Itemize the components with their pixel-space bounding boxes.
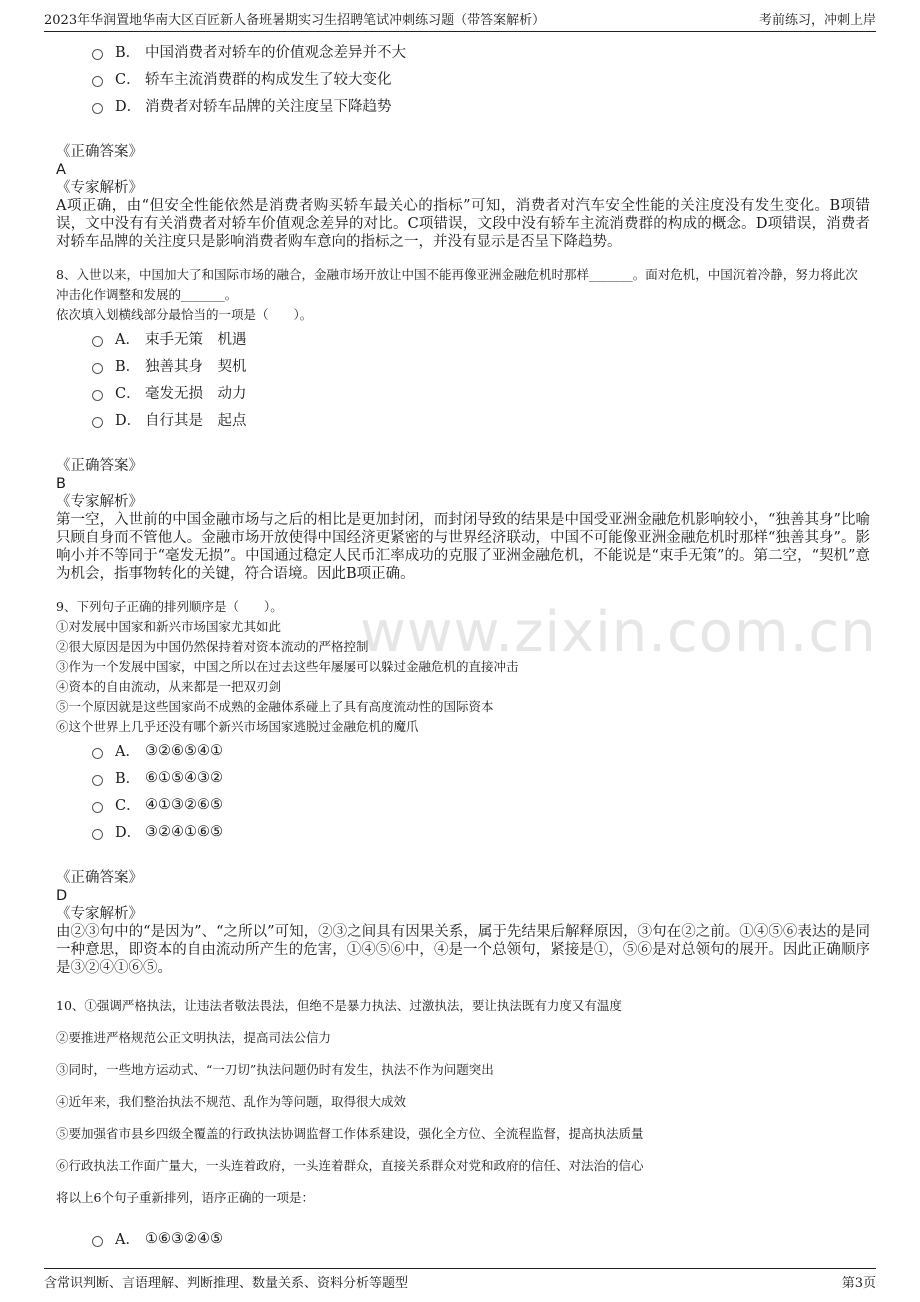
option-text: 消费者对轿车品牌的关注度呈下降趋势 — [145, 99, 392, 115]
option-d[interactable]: D． 自行其是 起点 — [92, 406, 870, 433]
question-stem: 10、①强调严格执法，让违法者敬法畏法，但绝不是暴力执法、过激执法，要让执法既有力度又有温度 — [56, 998, 622, 1013]
question-8 — [56, 265, 870, 583]
question-stem: 9、下列句子正确的排列顺序是（ ）。 — [56, 599, 283, 614]
option-b[interactable]: B． 独善其身 契机 — [92, 352, 870, 379]
document-title: 2023年华润置地华南大区百匠新人备班暑期实习生招聘笔试冲刺练习题（带答案解析） — [44, 13, 546, 28]
option-text: 中国消费者对轿车的价值观念差异并不大 — [145, 45, 406, 61]
question-10 — [56, 997, 870, 1252]
answer-label: 《正确答案》 — [56, 870, 143, 886]
answer-label: 《正确答案》 — [56, 458, 143, 474]
option-text: ④①③②⑥⑤ — [145, 796, 223, 813]
answer-value: B — [56, 476, 66, 492]
option-text: 束手无策 机遇 — [145, 332, 247, 348]
option-a[interactable]: A． 束手无策 机遇 — [92, 325, 870, 352]
sentence-6: ⑥这个世界上几乎还没有哪个新兴市场国家逃脱过金融危机的魔爪 — [56, 719, 419, 734]
explanation-label: 《专家解析》 — [56, 906, 143, 922]
page-footer — [44, 1268, 876, 1290]
question-7 — [56, 38, 870, 251]
explanation-label: 《专家解析》 — [56, 494, 143, 510]
answer-value: D — [56, 888, 68, 904]
page-number: 第3页 — [841, 1276, 876, 1291]
sentence-2: ②很大原因是因为中国仍然保持着对资本流动的严格控制 — [56, 639, 369, 654]
radio-icon[interactable] — [92, 336, 103, 347]
sentence-4: ④资本的自由流动，从来都是一把双刃剑 — [56, 679, 282, 694]
explanation-text: 第一空，入世前的中国金融市场与之后的相比是更加封闭，而封闭导致的结果是中国受亚洲金融危机影响较小，“独善其身”比喻只顾自身而不管他人。金融市场开放使得中国经济更紧密的与世界经济联动，中国不可能像亚洲金融危机时那样“独善其身”。影响小并不等同于“毫发无损”。中国通过稳定人民币汇率成功的克服了亚洲金融危机，不能说是“束手无策”的。第二空，“契机”意为机会，指事物转化的关键，符合语境。因此B项正确。 — [56, 512, 870, 582]
page-content — [56, 38, 870, 1252]
question-stem: 8、入世以来，中国加大了和国际市场的融合，金融市场开放让中国不能再像亚洲金融危机时那样_______。面对危机，中国沉着冷静，努力将此次冲击化作调整和发展的_______。 — [56, 267, 858, 302]
option-a[interactable]: A． ③②⑥⑤④① — [92, 737, 870, 764]
option-b[interactable]: B． ⑥①⑤④③② — [92, 764, 870, 791]
radio-icon[interactable] — [92, 363, 103, 374]
option-text: 独善其身 契机 — [145, 359, 247, 375]
answer-label: 《正确答案》 — [56, 144, 143, 160]
option-c[interactable]: C． 轿车主流消费群的构成发生了较大变化 — [92, 65, 870, 92]
page-header — [44, 8, 876, 32]
radio-icon[interactable] — [92, 1236, 103, 1247]
option-c[interactable]: C． 毫发无损 动力 — [92, 379, 870, 406]
question-9 — [56, 597, 870, 977]
radio-icon[interactable] — [92, 103, 103, 114]
explanation-label: 《专家解析》 — [56, 180, 143, 196]
option-text: 自行其是 起点 — [145, 413, 247, 429]
option-text: ③②④①⑥⑤ — [145, 823, 223, 840]
radio-icon[interactable] — [92, 49, 103, 60]
question-prompt: 将以上6个句子重新排列，语序正确的一项是： — [56, 1190, 314, 1205]
radio-icon[interactable] — [92, 775, 103, 786]
sentence-1: ①对发展中国家和新兴市场国家尤其如此 — [56, 619, 282, 634]
option-text: 轿车主流消费群的构成发生了较大变化 — [145, 72, 392, 88]
option-a[interactable]: A． ①⑥③②④⑤ — [92, 1225, 870, 1252]
watermark: www.zixin.com.cn — [360, 600, 877, 665]
radio-icon[interactable] — [92, 748, 103, 759]
sentence-2: ②要推进严格规范公正文明执法，提高司法公信力 — [56, 1030, 332, 1045]
answer-value: A — [56, 162, 66, 178]
radio-icon[interactable] — [92, 76, 103, 87]
option-d[interactable]: D． ③②④①⑥⑤ — [92, 818, 870, 845]
option-d[interactable]: D． 消费者对轿车品牌的关注度呈下降趋势 — [92, 92, 870, 119]
question-prompt: 依次填入划横线部分最恰当的一项是（ ）。 — [56, 307, 313, 322]
explanation-text: 由②③句中的“是因为”、“之所以”可知，②③之间具有因果关系，属于先结果后解释原因，③句在②之前。①④⑤⑥表达的是同一种意思，即资本的自由流动所产生的危害，①④⑤⑥中，④是一个总领句，紧接是①，⑤⑥是对总领句的展开。因此正确顺序是③②④①⑥⑤。 — [56, 924, 870, 976]
footer-note: 含常识判断、言语理解、判断推理、数量关系、资料分析等题型 — [44, 1276, 409, 1291]
explanation-text: A项正确，由“但安全性能依然是消费者购买轿车最关心的指标”可知，消费者对汽车安全性能的关注度没有发生变化。B项错误，文中没有有关消费者对轿车价值观念差异的对比。C项错误，文段中没有轿车主流消费群的构成的概念。D项错误，消费者对轿车品牌的关注度只是影响消费者购车意向的指标之一，并没有显示是否呈下降趋势。 — [56, 198, 870, 250]
option-text: ③②⑥⑤④① — [145, 742, 223, 759]
header-slogan: 考前练习，冲刺上岸 — [758, 13, 876, 28]
sentence-5: ⑤一个原因就是这些国家尚不成熟的金融体系碰上了具有高度流动性的国际资本 — [56, 699, 494, 714]
option-c[interactable]: C． ④①③②⑥⑤ — [92, 791, 870, 818]
radio-icon[interactable] — [92, 417, 103, 428]
option-text: ①⑥③②④⑤ — [145, 1230, 223, 1247]
sentence-6: ⑥行政执法工作面广量大，一头连着政府，一头连着群众，直接关系群众对党和政府的信任、对法治的信心 — [56, 1158, 644, 1173]
sentence-5: ⑤要加强省市县乡四级全覆盖的行政执法协调监督工作体系建设，强化全方位、全流程监督，提高执法质量 — [56, 1126, 644, 1141]
option-text: ⑥①⑤④③② — [145, 769, 223, 786]
radio-icon[interactable] — [92, 802, 103, 813]
sentence-3: ③作为一个发展中国家，中国之所以在过去这些年屡屡可以躲过金融危机的直接冲击 — [56, 659, 519, 674]
option-b[interactable]: B． 中国消费者对轿车的价值观念差异并不大 — [92, 38, 870, 65]
sentence-4: ④近年来，我们整治执法不规范、乱作为等问题，取得很大成效 — [56, 1094, 407, 1109]
radio-icon[interactable] — [92, 390, 103, 401]
sentence-3: ③同时，一些地方运动式、“一刀切”执法问题仍时有发生，执法不作为问题突出 — [56, 1062, 494, 1077]
radio-icon[interactable] — [92, 829, 103, 840]
option-text: 毫发无损 动力 — [145, 386, 247, 402]
